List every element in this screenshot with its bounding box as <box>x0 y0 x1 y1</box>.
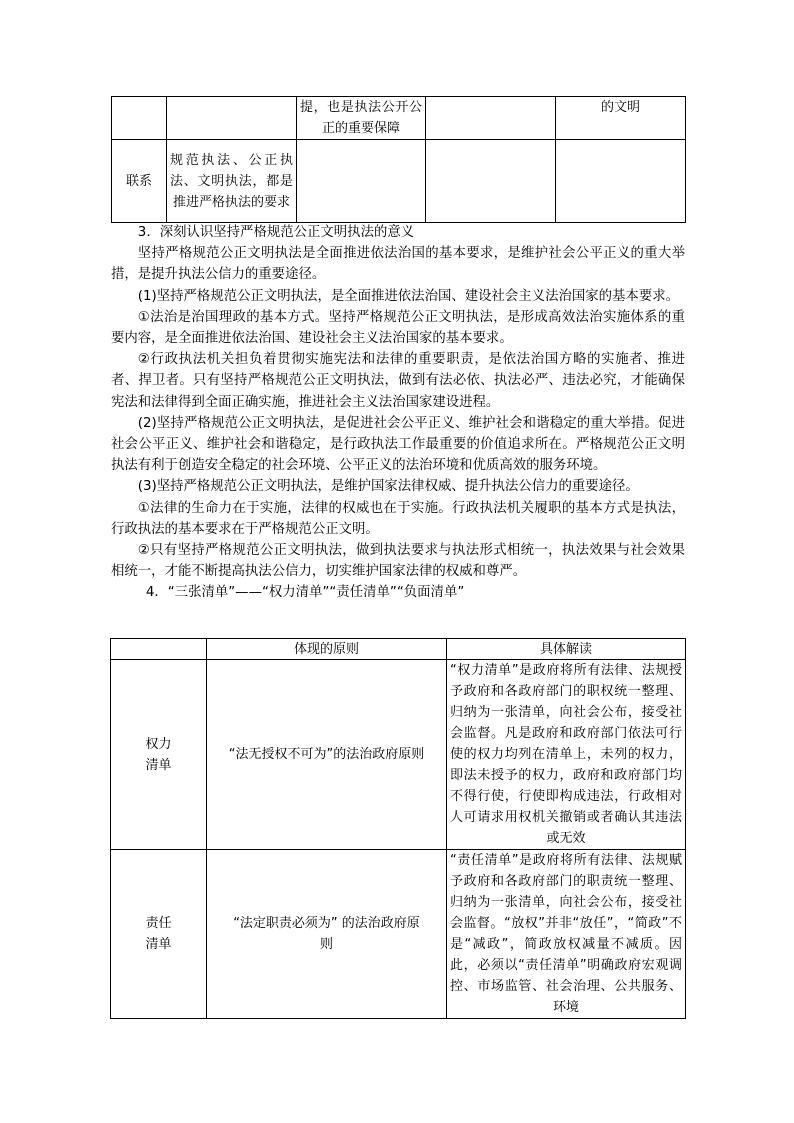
table-header-row <box>111 639 686 660</box>
table-row <box>112 97 686 140</box>
paragraph: (3)坚持严格规范公正文明执法，是维护国家法律权威、提升执法公信力的重要途径。 <box>137 479 639 495</box>
body-text <box>111 222 685 604</box>
principle-cell: “法无授权不可为”的法治政府原则 <box>207 660 447 850</box>
comparison-table-continued <box>111 96 686 223</box>
paragraph: ②只有坚持严格规范公正文明执法，做到执法要求与执法形式相统一，执法效果与社会效果相统一，才能不断提高执法公信力，切实维护国家法律的权威和尊严。 <box>111 543 685 580</box>
section-heading: 4．“三张清单”——“权力清单”“责任清单”“负面清单” <box>145 585 465 601</box>
table-cell: 的文明 <box>556 97 686 140</box>
row-label: 联系 <box>112 140 167 223</box>
paragraph: ①法治是治国理政的基本方式。坚持严格规范公正文明执法，是形成高效法治实施体系的重要内容，是全面推进依法治国、建设社会主义法治国家的基本要求。 <box>111 309 685 347</box>
table-row <box>111 660 686 850</box>
detail-cell: “责任清单”是政府将所有法律、法规赋予政府和各政府部门的职责统一整理、归纳为一张清单，向社会公布，接受社会监督。“放权”并非“放任”，“简政”不是“减政”，简政放权减量不减质。因此，必须以“责任清单”明确政府宏观调控、市场监管、社会治理、公共服务、环境 <box>447 850 686 1019</box>
row-label: 责任 清单 <box>111 850 207 1019</box>
paragraph: ②行政执法机关担负着贯彻实施宪法和法律的重要职责，是依法治国方略的实施者、推进者、捍卫者。只有坚持严格规范公正文明执法，做到有法必依、执法必严、违法必究，才能确保宪法和法律得到全面正确实施，推进社会主义法治国家建设进程。 <box>111 352 685 410</box>
header-cell: 具体解读 <box>447 639 686 660</box>
paragraph: (1)坚持严格规范公正文明执法，是全面推进依法治国、建设社会主义法治国家的基本要求。 <box>137 288 679 304</box>
paragraph: 坚持严格规范公正文明执法是全面推进依法治国的基本要求，是维护社会公平正义的重大举措，是提升执法公信力的重要途径。 <box>111 246 685 283</box>
table-cell: 提，也是执法公开公正的重要保障 <box>297 97 426 140</box>
section-heading: 3．深刻认识坚持严格规范公正文明执法的意义 <box>137 225 415 240</box>
table-row <box>111 850 686 1019</box>
table-row <box>112 140 686 223</box>
header-cell <box>111 639 207 660</box>
three-lists-table <box>110 638 686 1019</box>
table-cell: 规范执法、公正执法、文明执法，都是推进严格执法的要求 <box>167 140 297 223</box>
detail-cell: “权力清单”是政府将所有法律、法规授予政府和各政府部门的职权统一整理、归纳为一张清单，向社会公布，接受社会监督。凡是政府和政府部门依法可行使的权力均列在清单上，未列的权力，即法未授予的权力，政府和政府部门均不得行使，行使即构成违法，行政相对人可请求用权机关撤销或者确认其违法或无效 <box>447 660 686 850</box>
header-cell: 体现的原则 <box>207 639 447 660</box>
paragraph: (2)坚持严格规范公正文明执法，是促进社会公平正义、维护社会和谐稳定的重大举措。促进社会公平正义、维护社会和谐稳定，是行政执法工作最重要的价值追求所在。严格规范公正文明执法有利于创造安全稳定的社会环境、公平正义的法治环境和优质高效的服务环境。 <box>111 415 685 474</box>
principle-cell: “法定职责必须为” 的法治政府原则 <box>207 850 447 1019</box>
row-label: 权力 清单 <box>111 660 207 850</box>
paragraph: ①法律的生命力在于实施，法律的权威也在于实施。行政执法机关履职的基本方式是执法，行政执法的基本要求在于严格规范公正文明。 <box>111 500 685 537</box>
